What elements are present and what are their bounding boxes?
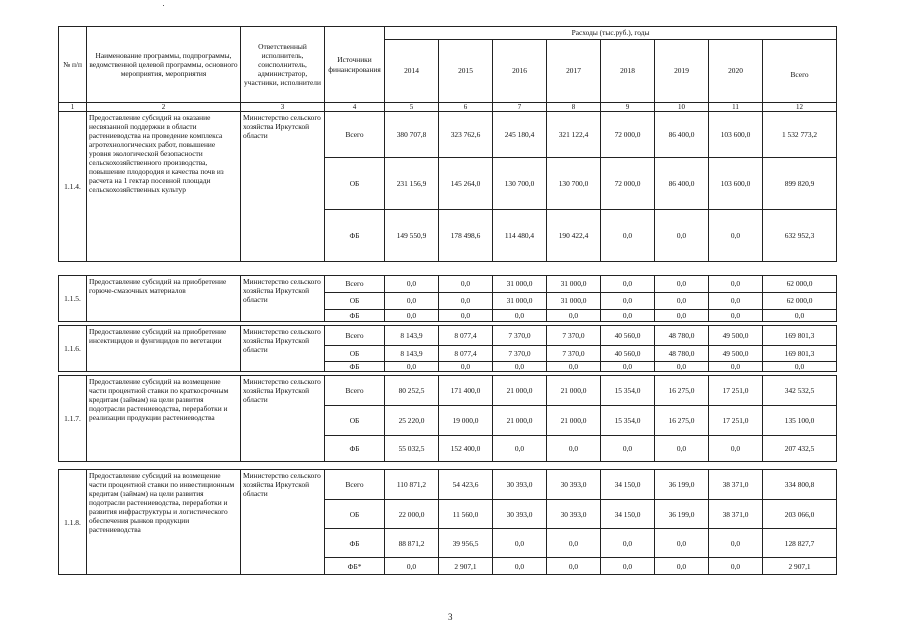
section-responsible: Министерство сельского хозяйства Иркутской области xyxy=(241,276,325,322)
year-value: 36 199,0 xyxy=(655,500,709,529)
year-value: 149 550,9 xyxy=(385,210,439,262)
header-expenses: Расходы (тыс.руб.), годы xyxy=(385,27,837,40)
funding-source: ФБ xyxy=(325,362,385,372)
year-value: 0,0 xyxy=(655,362,709,372)
year-value: 34 150,0 xyxy=(601,470,655,500)
year-value: 40 560,0 xyxy=(601,346,655,362)
year-value: 0,0 xyxy=(655,210,709,262)
header-name: Наименование программы, подпрограммы, ведомственной целевой программы, основного мероприятия, мероприятия xyxy=(87,27,241,103)
year-value: 34 150,0 xyxy=(601,500,655,529)
column-number: 10 xyxy=(655,103,709,112)
year-value: 15 354,0 xyxy=(601,406,655,436)
year-value: 190 422,4 xyxy=(547,210,601,262)
year-value: 0,0 xyxy=(385,558,439,575)
table-row xyxy=(59,112,837,158)
year-value: 31 000,0 xyxy=(547,293,601,310)
year-value: 88 871,2 xyxy=(385,529,439,558)
year-value: 7 370,0 xyxy=(493,346,547,362)
year-value: 0,0 xyxy=(601,210,655,262)
funding-source: ФБ xyxy=(325,436,385,462)
year-value: 0,0 xyxy=(709,558,763,575)
year-value: 0,0 xyxy=(655,310,709,322)
year-value: 80 252,5 xyxy=(385,376,439,406)
year-value: 55 032,5 xyxy=(385,436,439,462)
section-responsible: Министерство сельского хозяйства Иркутской области xyxy=(241,376,325,462)
total-value: 62 000,0 xyxy=(763,293,837,310)
column-number: 11 xyxy=(709,103,763,112)
year-value: 0,0 xyxy=(601,529,655,558)
table-row xyxy=(59,376,837,406)
section-responsible: Министерство сельского хозяйства Иркутской области xyxy=(241,112,325,262)
column-number: 5 xyxy=(385,103,439,112)
header-year: 2017 xyxy=(547,40,601,103)
funding-source: ОБ xyxy=(325,406,385,436)
year-value: 0,0 xyxy=(493,436,547,462)
section-name: Предоставление субсидий на приобретение горюче-смазочных материалов xyxy=(87,276,241,322)
year-value: 25 220,0 xyxy=(385,406,439,436)
year-value: 21 000,0 xyxy=(547,376,601,406)
year-value: 145 264,0 xyxy=(439,158,493,210)
section-gap xyxy=(59,462,837,470)
total-value: 169 801,3 xyxy=(763,326,837,346)
year-value: 8 143,9 xyxy=(385,326,439,346)
year-value: 8 077,4 xyxy=(439,326,493,346)
section-gap xyxy=(59,262,837,276)
year-value: 31 000,0 xyxy=(493,293,547,310)
header-num: № п/п xyxy=(59,27,87,103)
column-number: 2 xyxy=(87,103,241,112)
year-value: 0,0 xyxy=(709,310,763,322)
year-value: 178 498,6 xyxy=(439,210,493,262)
funding-source: ФБ xyxy=(325,529,385,558)
total-value: 632 952,3 xyxy=(763,210,837,262)
year-value: 30 393,0 xyxy=(547,500,601,529)
column-number: 4 xyxy=(325,103,385,112)
year-value: 0,0 xyxy=(439,276,493,293)
year-value: 17 251,0 xyxy=(709,376,763,406)
year-value: 16 275,0 xyxy=(655,376,709,406)
year-value: 0,0 xyxy=(709,293,763,310)
total-value: 334 800,8 xyxy=(763,470,837,500)
year-value: 86 400,0 xyxy=(655,112,709,158)
section-name: Предоставление субсидий на приобретение инсектицидов и фунгицидов по вегетации xyxy=(87,326,241,372)
year-value: 0,0 xyxy=(709,210,763,262)
year-value: 0,0 xyxy=(655,558,709,575)
year-value: 7 370,0 xyxy=(547,326,601,346)
column-number: 1 xyxy=(59,103,87,112)
funding-source: ОБ xyxy=(325,293,385,310)
year-value: 49 500,0 xyxy=(709,346,763,362)
section-name: Предоставление субсидий на оказание несвязанной поддержки в области растениеводства на проведение комплекса агротехнологических работ, повышение уровня экологической безопасности сельскохозяйственного производства, повышение плодородия и качества почв из расчета на 1 гектар посевной площади сельскохозяйственных культур xyxy=(87,112,241,262)
year-value: 380 707,8 xyxy=(385,112,439,158)
section-name: Предоставление субсидий на возмещение части процентной ставки по краткосрочным кредитам (займам) на цели развития подотрасли растениеводства, переработки и реализации продукции растениеводства xyxy=(87,376,241,462)
header-year: 2014 xyxy=(385,40,439,103)
year-value: 2 907,1 xyxy=(439,558,493,575)
funding-source: ФБ xyxy=(325,210,385,262)
total-value: 0,0 xyxy=(763,310,837,322)
section-id: 1.1.6. xyxy=(59,326,87,372)
funding-source: ФБ xyxy=(325,310,385,322)
header-responsible: Ответственный исполнитель, соисполнитель, администратор, участники, исполнители xyxy=(241,27,325,103)
section-gap-cell xyxy=(59,262,837,276)
year-value: 321 122,4 xyxy=(547,112,601,158)
year-value: 0,0 xyxy=(655,436,709,462)
year-value: 0,0 xyxy=(655,276,709,293)
total-value: 203 066,0 xyxy=(763,500,837,529)
column-number: 6 xyxy=(439,103,493,112)
section-responsible: Министерство сельского хозяйства Иркутской области xyxy=(241,470,325,575)
column-number: 12 xyxy=(763,103,837,112)
year-value: 0,0 xyxy=(385,310,439,322)
year-value: 0,0 xyxy=(493,362,547,372)
year-value: 15 354,0 xyxy=(601,376,655,406)
year-value: 323 762,6 xyxy=(439,112,493,158)
year-value: 0,0 xyxy=(547,310,601,322)
funding-source: Всего xyxy=(325,112,385,158)
year-value: 0,0 xyxy=(547,436,601,462)
funding-source: ОБ xyxy=(325,346,385,362)
total-value: 207 432,5 xyxy=(763,436,837,462)
total-value: 342 532,5 xyxy=(763,376,837,406)
year-value: 21 000,0 xyxy=(493,406,547,436)
year-value: 0,0 xyxy=(547,529,601,558)
total-value: 1 532 773,2 xyxy=(763,112,837,158)
column-number: 8 xyxy=(547,103,601,112)
section-id: 1.1.7. xyxy=(59,376,87,462)
year-value: 48 780,0 xyxy=(655,326,709,346)
year-value: 11 560,0 xyxy=(439,500,493,529)
year-value: 48 780,0 xyxy=(655,346,709,362)
year-value: 0,0 xyxy=(547,558,601,575)
year-value: 21 000,0 xyxy=(493,376,547,406)
year-value: 54 423,6 xyxy=(439,470,493,500)
header-year: 2016 xyxy=(493,40,547,103)
funding-source: ОБ xyxy=(325,500,385,529)
year-value: 245 180,4 xyxy=(493,112,547,158)
funding-source: ФБ* xyxy=(325,558,385,575)
year-value: 7 370,0 xyxy=(493,326,547,346)
year-value: 0,0 xyxy=(547,362,601,372)
year-value: 31 000,0 xyxy=(547,276,601,293)
header-year: 2015 xyxy=(439,40,493,103)
year-value: 21 000,0 xyxy=(547,406,601,436)
year-value: 0,0 xyxy=(709,362,763,372)
year-value: 114 480,4 xyxy=(493,210,547,262)
section-name: Предоставление субсидий на возмещение части процентной ставки по инвестиционным кредитам (займам) на цели развития подотрасли растениеводства, переработки и развития инфраструктуры и логистического обеспечения рынков продукции растениеводства xyxy=(87,470,241,575)
year-value: 152 400,0 xyxy=(439,436,493,462)
year-value: 0,0 xyxy=(439,310,493,322)
year-value: 103 600,0 xyxy=(709,112,763,158)
year-value: 38 371,0 xyxy=(709,500,763,529)
table-row xyxy=(59,326,837,346)
year-value: 0,0 xyxy=(493,310,547,322)
total-value: 899 820,9 xyxy=(763,158,837,210)
year-value: 0,0 xyxy=(601,310,655,322)
year-value: 19 000,0 xyxy=(439,406,493,436)
year-value: 0,0 xyxy=(601,276,655,293)
year-value: 0,0 xyxy=(601,293,655,310)
header-source: Источники финансирования xyxy=(325,27,385,103)
funding-source: ОБ xyxy=(325,158,385,210)
year-value: 0,0 xyxy=(601,362,655,372)
funding-source: Всего xyxy=(325,326,385,346)
year-value: 0,0 xyxy=(439,293,493,310)
header-year: 2018 xyxy=(601,40,655,103)
funding-source: Всего xyxy=(325,376,385,406)
table-row xyxy=(59,276,837,293)
year-value: 0,0 xyxy=(493,529,547,558)
year-value: 38 371,0 xyxy=(709,470,763,500)
year-value: 0,0 xyxy=(655,293,709,310)
year-value: 30 393,0 xyxy=(493,500,547,529)
year-value: 0,0 xyxy=(709,529,763,558)
table-row xyxy=(59,470,837,500)
total-value: 2 907,1 xyxy=(763,558,837,575)
year-value: 171 400,0 xyxy=(439,376,493,406)
year-value: 86 400,0 xyxy=(655,158,709,210)
year-value: 0,0 xyxy=(493,558,547,575)
year-value: 130 700,0 xyxy=(547,158,601,210)
budget-table-sheet xyxy=(58,26,836,575)
year-value: 0,0 xyxy=(439,362,493,372)
year-value: 22 000,0 xyxy=(385,500,439,529)
budget-table xyxy=(58,26,837,575)
year-value: 72 000,0 xyxy=(601,112,655,158)
total-value: 135 100,0 xyxy=(763,406,837,436)
year-value: 30 393,0 xyxy=(547,470,601,500)
year-value: 231 156,9 xyxy=(385,158,439,210)
year-value: 130 700,0 xyxy=(493,158,547,210)
section-gap-cell xyxy=(59,462,837,470)
total-value: 62 000,0 xyxy=(763,276,837,293)
section-id: 1.1.4. xyxy=(59,112,87,262)
year-value: 36 199,0 xyxy=(655,470,709,500)
year-value: 40 560,0 xyxy=(601,326,655,346)
header-total: Всего xyxy=(763,40,837,103)
year-value: 72 000,0 xyxy=(601,158,655,210)
year-value: 0,0 xyxy=(385,276,439,293)
year-value: 0,0 xyxy=(655,529,709,558)
column-number: 7 xyxy=(493,103,547,112)
year-value: 0,0 xyxy=(385,362,439,372)
year-value: 8 077,4 xyxy=(439,346,493,362)
header-year: 2020 xyxy=(709,40,763,103)
year-value: 31 000,0 xyxy=(493,276,547,293)
column-number: 9 xyxy=(601,103,655,112)
year-value: 49 500,0 xyxy=(709,326,763,346)
scan-speck xyxy=(163,5,164,6)
year-value: 39 956,5 xyxy=(439,529,493,558)
section-id: 1.1.5. xyxy=(59,276,87,322)
year-value: 0,0 xyxy=(709,276,763,293)
year-value: 8 143,9 xyxy=(385,346,439,362)
total-value: 169 801,3 xyxy=(763,346,837,362)
year-value: 0,0 xyxy=(385,293,439,310)
year-value: 16 275,0 xyxy=(655,406,709,436)
year-value: 110 871,2 xyxy=(385,470,439,500)
section-responsible: Министерство сельского хозяйства Иркутской области xyxy=(241,326,325,372)
column-numbers-row xyxy=(59,103,837,112)
section-id: 1.1.8. xyxy=(59,470,87,575)
page-number: 3 xyxy=(448,612,453,622)
funding-source: Всего xyxy=(325,470,385,500)
year-value: 0,0 xyxy=(601,436,655,462)
year-value: 0,0 xyxy=(601,558,655,575)
column-number: 3 xyxy=(241,103,325,112)
year-value: 0,0 xyxy=(709,436,763,462)
year-value: 30 393,0 xyxy=(493,470,547,500)
total-value: 128 827,7 xyxy=(763,529,837,558)
total-value: 0,0 xyxy=(763,362,837,372)
year-value: 103 600,0 xyxy=(709,158,763,210)
year-value: 17 251,0 xyxy=(709,406,763,436)
funding-source: Всего xyxy=(325,276,385,293)
header-year: 2019 xyxy=(655,40,709,103)
year-value: 7 370,0 xyxy=(547,346,601,362)
